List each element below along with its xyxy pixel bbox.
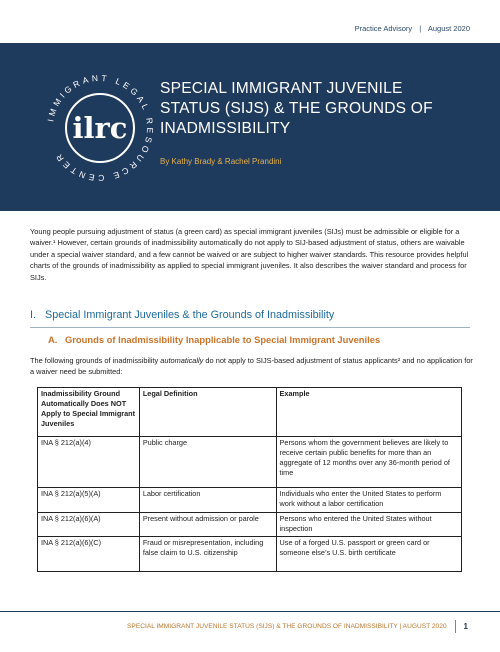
- definition-cell: Present without admission or parole: [139, 513, 276, 537]
- ground-cell: INA § 212(a)(5)(A): [38, 488, 140, 513]
- lead-paragraph: [30, 356, 475, 377]
- lead-text-after: do not apply to SIJS-based adjustment of status applicants² and no application for a waiver need be submitted:: [30, 356, 473, 376]
- table-header-row: [38, 388, 462, 437]
- footer-divider: [0, 611, 500, 612]
- document-title: [160, 79, 480, 139]
- table-row: [38, 537, 462, 572]
- subsection-title: Grounds of Inadmissibility Inapplicable to Special Immigrant Juveniles: [64, 334, 381, 345]
- title-banner: [0, 43, 500, 211]
- header-label: Practice Advisory: [354, 24, 413, 33]
- subsection-letter: A.: [48, 334, 58, 345]
- lead-text-before: The following grounds of inadmissibility: [30, 356, 161, 365]
- inadmissibility-table: [37, 387, 462, 572]
- footer-text: SPECIAL IMMIGRANT JUVENILE STATUS (SIJS) & THE GROUNDS OF INADMISSIBILITY | AUGUST 2020: [127, 623, 447, 630]
- example-cell: Use of a forged U.S. passport or green card or someone else’s U.S. birth certificate: [276, 537, 461, 572]
- ilrc-logo: [30, 58, 170, 198]
- subsection-heading: [48, 334, 380, 345]
- title-line-3: INADMISSIBILITY: [160, 120, 291, 137]
- section-number: I.: [30, 309, 36, 321]
- column-header-example: Example: [276, 388, 461, 437]
- example-cell: Persons whom the government believes are likely to receive certain public benefits for more than an aggregate of 12 months over any 36-month period of time: [276, 437, 461, 488]
- byline: By Kathy Brady & Rachel Prandini: [160, 157, 282, 166]
- table-row: [38, 437, 462, 488]
- logo-wordmark: ilrc: [72, 111, 128, 145]
- page-footer: [127, 620, 468, 633]
- lead-emphasis: automatically: [160, 356, 204, 365]
- column-header-definition: Legal Definition: [139, 388, 276, 437]
- example-cell: Individuals who enter the United States to perform work without a labor certification: [276, 488, 461, 513]
- table-row: [38, 513, 462, 537]
- section-heading: [30, 309, 334, 321]
- header-date: August 2020: [427, 24, 470, 33]
- section-title: Special Immigrant Juveniles & the Grounds of Inadmissibility: [45, 309, 335, 321]
- document-header: [355, 24, 470, 33]
- page-number: 1: [463, 622, 468, 631]
- table-row: [38, 488, 462, 513]
- title-line-2: STATUS (SIJS) & THE GROUNDS OF: [160, 100, 433, 117]
- column-header-ground: Inadmissibility Ground Automatically Does NOT Apply to Special Immigrant Juveniles: [38, 388, 140, 437]
- footer-separator-bar: [455, 620, 456, 633]
- ground-cell: INA § 212(a)(6)(C): [38, 537, 140, 572]
- definition-cell: Public charge: [139, 437, 276, 488]
- title-line-1: SPECIAL IMMIGRANT JUVENILE: [160, 80, 403, 97]
- intro-paragraph: Young people pursuing adjustment of status (a green card) as special immigrant juveniles (SIJs) must be admissible or eligible for a waiver.¹ However, certain grounds of inadmissibility automatically do not apply to SIJ-based adjustment of status, others are waivable under a special waiver standard, and a few cannot be waived or are subject to higher waiver standards. This resource provides helpful charts of the grounds of inadmissibility as applied to special immigrant juveniles. It also describes the waiver standard and process for SIJs.: [30, 227, 469, 282]
- header-separator: |: [419, 24, 422, 33]
- example-cell: Persons who entered the United States without inspection: [276, 513, 461, 537]
- ground-cell: INA § 212(a)(4): [38, 437, 140, 488]
- ground-cell: INA § 212(a)(6)(A): [38, 513, 140, 537]
- section-divider: [30, 327, 470, 328]
- logo-ring-text: IMMIGRANT LEGAL RESOURCE CENTER: [45, 72, 156, 184]
- definition-cell: Fraud or misrepresentation, including false claim to U.S. citizenship: [139, 537, 276, 572]
- definition-cell: Labor certification: [139, 488, 276, 513]
